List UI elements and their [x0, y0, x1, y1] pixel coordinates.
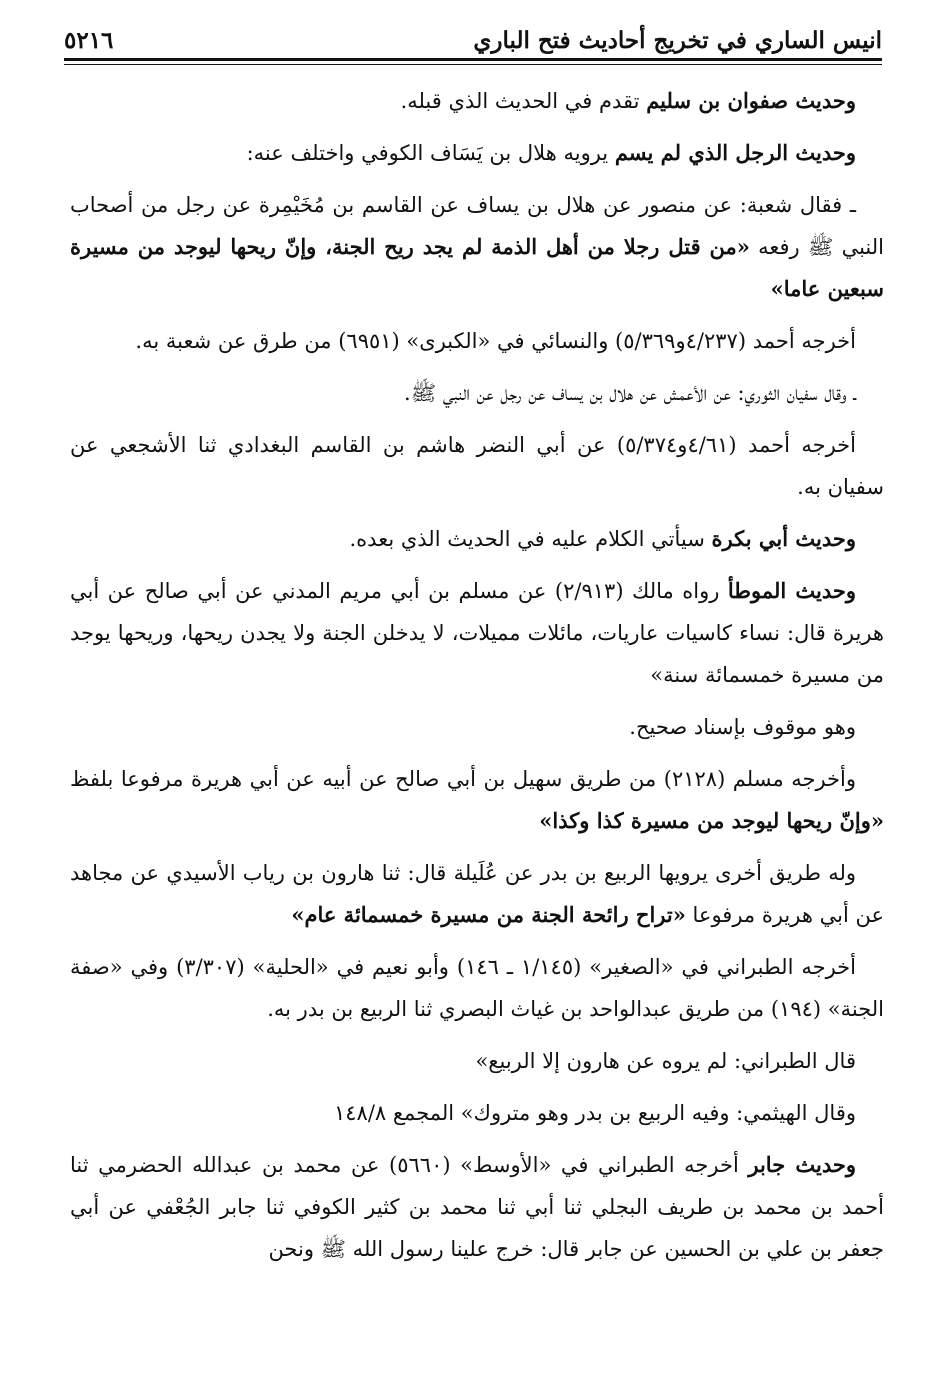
paragraph-text: رواه مالك (٢/٩١٣) عن مسلم بن أبي مريم المدني عن أبي صالح عن أبي هريرة قال: نساء كاسيات عاريات، مائلات مميلات، لا يدخلن الجنة ولا يجدن ريحها، وريحها يوجد من مسيرة خمسمائة سنة»: [70, 579, 884, 687]
paragraph: [70, 184, 884, 310]
paragraph-text: قال الطبراني: لم يروه عن هارون إلا الربيع»: [475, 1049, 856, 1073]
paragraph: [70, 518, 884, 560]
paragraph-text: وقال الهيثمي: وفيه الربيع بن بدر وهو متروك» المجمع ١٤٨/٨: [334, 1101, 856, 1125]
paragraph: [70, 320, 884, 362]
paragraph-text: أخرجه الطبراني في «الصغير» (١/١٤٥ ـ ١٤٦) وأبو نعيم في «الحلية» (٣/٣٠٧) وفي «صفة الجنة» (١٩٤) من طريق عبدالواحد بن غياث البصري ثنا الربيع بن بدر به.: [70, 955, 884, 1021]
paragraph-text: وله طريق أخرى يرويها الربيع بن بدر عن عُلَيلة قال: ثنا هارون بن رياب الأسيدي عن مجاهد عن أبي هريرة مرفوعا: [70, 861, 884, 927]
body-text: [70, 80, 884, 1280]
page-number: ٥٢١٦: [64, 26, 114, 54]
paragraph: [70, 1092, 884, 1134]
paragraph: [70, 372, 884, 414]
paragraph-text: أخرجه الطبراني في «الأوسط» (٥٦٦٠) عن محمد بن عبدالله الحضرمي ثنا أحمد بن محمد بن طريف البجلي ثنا أبي ثنا محمد بن كثير الكوفي ثنا جابر الجُعْفي عن أبي جعفر بن علي بن الحسين عن جابر قال: خرج علينا رسول الله ﷺ ونحن: [70, 1153, 884, 1261]
paragraph: [70, 852, 884, 936]
paragraph-lead: وحديث صفوان بن سليم: [646, 88, 856, 113]
paragraph-text: وهو موقوف بإسناد صحيح.: [629, 715, 856, 739]
paragraph: [70, 946, 884, 1030]
paragraph: [70, 706, 884, 748]
hadith-quote: «من قتل رجلا من أهل الذمة لم يجد ريح الجنة، وإنّ ريحها ليوجد من مسيرة سبعين عاما»: [70, 234, 884, 301]
header-rule-thin: [64, 64, 882, 65]
paragraph-lead: وحديث الموطأ: [727, 578, 856, 603]
paragraph-text: يرويه هلال بن يَسَاف الكوفي واختلف عنه:: [246, 141, 615, 165]
paragraph-lead: وحديث أبي بكرة: [711, 526, 856, 551]
paragraph: [70, 1040, 884, 1082]
header-rule: [64, 58, 882, 61]
paragraph-text: سيأتي الكلام عليه في الحديث الذي بعده.: [349, 527, 712, 551]
paragraph: [70, 80, 884, 122]
paragraph: [70, 758, 884, 842]
paragraph-text: وأخرجه مسلم (٢١٢٨) من طريق سهيل بن أبي صالح عن أبيه عن أبي هريرة مرفوعا بلفظ: [70, 767, 856, 791]
hadith-quote: «وإنّ ريحها ليوجد من مسيرة كذا وكذا»: [539, 808, 884, 833]
hadith-quote: «تراح رائحة الجنة من مسيرة خمسمائة عام»: [291, 902, 686, 927]
paragraph-text: ـ وقال سفيان الثوري: عن الأعمش عن هلال بن يساف عن رجل عن النبي ﷺ.: [404, 381, 856, 405]
paragraph-text: تقدم في الحديث الذي قبله.: [400, 89, 647, 113]
paragraph-lead: وحديث الرجل الذي لم يسم: [614, 140, 856, 165]
paragraph: [70, 1144, 884, 1270]
book-title: انيس الساري في تخريج أحاديث فتح الباري: [473, 26, 882, 54]
paragraph: [70, 132, 884, 174]
paragraph-text: ـ فقال شعبة: عن منصور عن هلال بن يساف عن القاسم بن مُخَيْمِرة عن رجل من أصحاب النبي ﷺ رفعه: [70, 193, 884, 259]
paragraph: [70, 570, 884, 696]
paragraph-text: أخرجه أحمد (٤/٦١و٥/٣٧٤) عن أبي النضر هاشم بن القاسم البغدادي ثنا الأشجعي عن سفيان به.: [70, 433, 884, 499]
paragraph: [70, 424, 884, 508]
paragraph-text: أخرجه أحمد (٤/٢٣٧و٥/٣٦٩) والنسائي في «الكبرى» (٦٩٥١) من طرق عن شعبة به.: [135, 329, 856, 353]
page-header: [64, 20, 882, 60]
paragraph-lead: وحديث جابر: [748, 1152, 857, 1177]
